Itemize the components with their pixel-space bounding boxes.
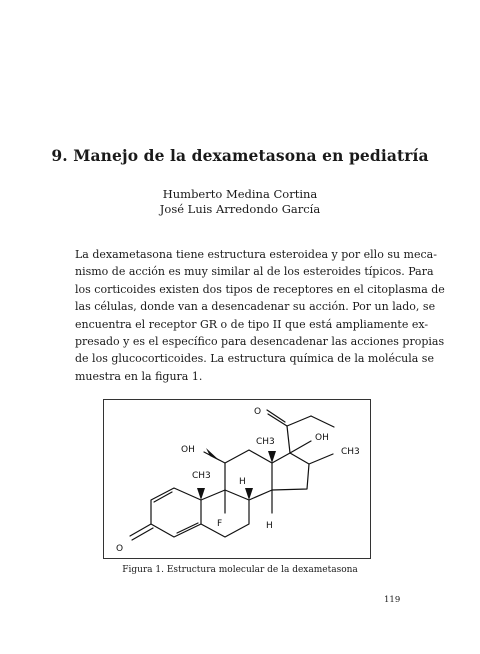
chapter-title: 9. Manejo de la dexametasona en pediatría: [51, 146, 429, 165]
oxygen-atom-label: O: [254, 407, 262, 417]
methyl-label: CH3: [256, 437, 275, 447]
paragraph-line: las células, donde van a desencadenar su acción. Por un lado, se: [75, 300, 436, 314]
paragraph-line: La dexametasona tiene estructura esteroidea y por ello su meca-: [75, 248, 437, 261]
paragraph-line: encuentra el receptor GR o de tipo II que está ampliamente ex-: [75, 317, 429, 331]
page-number: 119: [384, 595, 401, 605]
hydroxyl-label: OH: [181, 445, 195, 455]
author-list: [0, 187, 480, 217]
figure-molecule: [103, 399, 371, 559]
fluorine-label: F: [217, 519, 223, 529]
author-name: Humberto Medina Cortina: [162, 187, 318, 201]
methyl-label: CH3: [192, 471, 211, 481]
paragraph-line: de los glucocorticoides. La estructura química de la molécula se: [75, 352, 434, 366]
hydrogen-label: H: [266, 521, 273, 531]
hydroxyl-label: OH: [315, 433, 329, 443]
body-paragraph: [75, 246, 445, 385]
author-name: José Luis Arredondo García: [159, 202, 321, 216]
oxygen-atom-label: O: [116, 544, 124, 554]
paragraph-line: nismo de acción es muy similar al de los esteroides típicos. Para: [75, 265, 434, 279]
dexamethasone-structure-diagram: [104, 400, 372, 560]
methyl-label: CH3: [341, 447, 360, 457]
paragraph-line: muestra en la figura 1.: [75, 369, 203, 383]
paragraph-line: los corticoides existen dos tipos de receptores en el citoplasma de: [75, 282, 445, 296]
hydrogen-label: H: [239, 477, 246, 487]
figure-caption: Figura 1. Estructura molecular de la dexametasona: [122, 565, 358, 575]
paragraph-line: presado y es el específico para desencadenar las acciones propias: [75, 334, 445, 348]
